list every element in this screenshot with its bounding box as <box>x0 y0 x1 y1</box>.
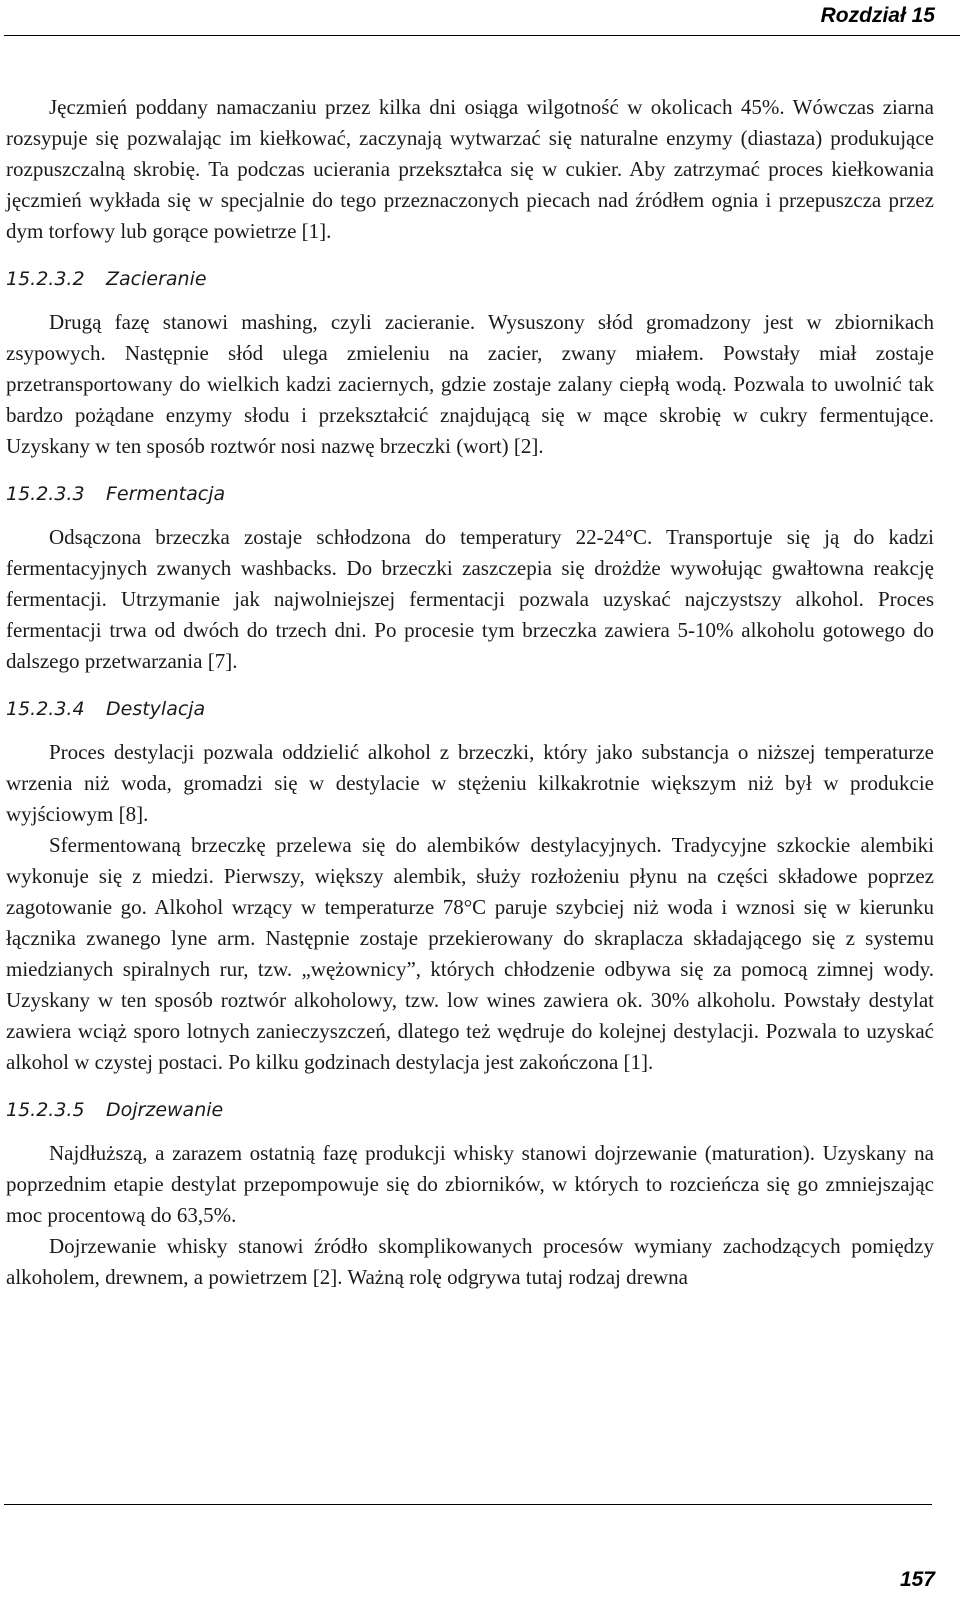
chapter-title: Rozdział 15 <box>820 4 935 27</box>
section-title: Fermentacja <box>106 483 226 505</box>
section-number: 15.2.3.2 <box>6 268 85 290</box>
section-heading <box>6 265 934 293</box>
page-header <box>0 0 960 64</box>
paragraph: Drugą fazę stanowi mashing, czyli zacieranie. Wysuszony słód gromadzony jest w zbiornikach zsypowych. Następnie słód ulega zmieleniu na zacier, zwany miałem. Powstały miał zostaje przetransportowany do wielkich kadzi zaciernych, gdzie zostaje zalany ciepłą wodą. Pozwala to uwolnić tak bardzo pożądane enzymy słodu i przekształcić znajdującą się w mące skrobię w cukry fermentujące. Uzyskany w ten sposób roztwór nosi nazwę brzeczki (wort) [2]. <box>6 310 934 458</box>
section-number: 15.2.3.5 <box>6 1099 85 1121</box>
section-title: Dojrzewanie <box>106 1099 224 1121</box>
section-dojrzewanie <box>6 1096 934 1293</box>
section-fermentacja <box>6 480 934 677</box>
section-number: 15.2.3.3 <box>6 483 85 505</box>
section-heading <box>6 1096 934 1124</box>
paragraph: Najdłuższą, a zarazem ostatnią fazę produkcji whisky stanowi dojrzewanie (maturation). Uzyskany na poprzednim etapie destylat przepompowuje się do zbiorników, w których to rozcieńcza się go zmniejszając moc procentową do 63,5%. <box>6 1141 934 1227</box>
section-zacieranie <box>6 265 934 462</box>
intro-paragraph: Jęczmień poddany namaczaniu przez kilka dni osiąga wilgotność w okolicach 45%. Wówczas ziarna rozsypuje się pozwalając im kiełkować, zaczynają wytwarzać się naturalne enzymy (diastaza) produkujące rozpuszczalną skrobię. Ta podczas ucierania przekształca się w cukier. Aby zatrzymać proces kiełkowania jęczmień wykłada się w specjalnie do tego przeznaczonych piecach nad źródłem ognia i przepuszcza przez dym torfowy lub gorące powietrze [1]. <box>6 95 934 243</box>
paragraph: Odsączona brzeczka zostaje schłodzona do temperatury 22-24°C. Transportuje się ją do kadzi fermentacyjnych zwanych washbacks. Do brzeczki zaszczepia się drożdże wywołując gwałtowna reakcję fermentacji. Utrzymanie jak najwolniejszej fermentacji pozwala uzyskać najczystszy alkohol. Proces fermentacji trwa od dwóch do trzech dni. Po procesie tym brzeczka zawiera 5-10% alkoholu gotowego do dalszego przetwarzania [7]. <box>6 525 934 673</box>
paragraph: Proces destylacji pozwala oddzielić alkohol z brzeczki, który jako substancja o niższej temperaturze wrzenia niż woda, gromadzi się w destylacie w stężeniu kilkakrotnie większym niż był w produkcie wyjściowym [8]. <box>6 740 934 826</box>
section-title: Zacieranie <box>106 268 207 290</box>
page-body <box>6 92 934 1293</box>
paragraph: Dojrzewanie whisky stanowi źródło skomplikowanych procesów wymiany zachodzących pomiędzy alkoholem, drewnem, a powietrzem [2]. Ważną rolę odgrywa tutaj rodzaj drewna <box>6 1234 934 1289</box>
section-heading <box>6 480 934 508</box>
section-heading <box>6 695 934 723</box>
page-number: 157 <box>899 1568 935 1591</box>
section-destylacja <box>6 695 934 1078</box>
section-number: 15.2.3.4 <box>6 698 85 720</box>
header-rule <box>4 35 960 36</box>
section-title: Destylacja <box>106 698 206 720</box>
paragraph: Sfermentowaną brzeczkę przelewa się do alembików destylacyjnych. Tradycyjne szkockie alembiki wykonuje się z miedzi. Pierwszy, większy alembik, służy rozłożeniu płynu na części składowe poprzez zagotowanie go. Alkohol wrzący w temperaturze 78°C paruje szybciej niż woda i wznosi się w kierunku łącznika zwanego lyne arm. Następnie zostaje przekierowany do skraplacza składającego się z systemu miedzianych spiralnych rur, tzw. „wężownicy”, których chłodzenie odbywa się za pomocą zimnej wody. Uzyskany w ten sposób roztwór alkoholowy, tzw. low wines zawiera ok. 30% alkoholu. Powstały destylat zawiera wciąż sporo lotnych zanieczyszczeń, dlatego też wędruje do kolejnej destylacji. Pozwala to uzyskać alkohol w czystej postaci. Po kilku godzinach destylacja jest zakończona [1]. <box>6 833 934 1074</box>
footer-rule <box>4 1504 932 1505</box>
